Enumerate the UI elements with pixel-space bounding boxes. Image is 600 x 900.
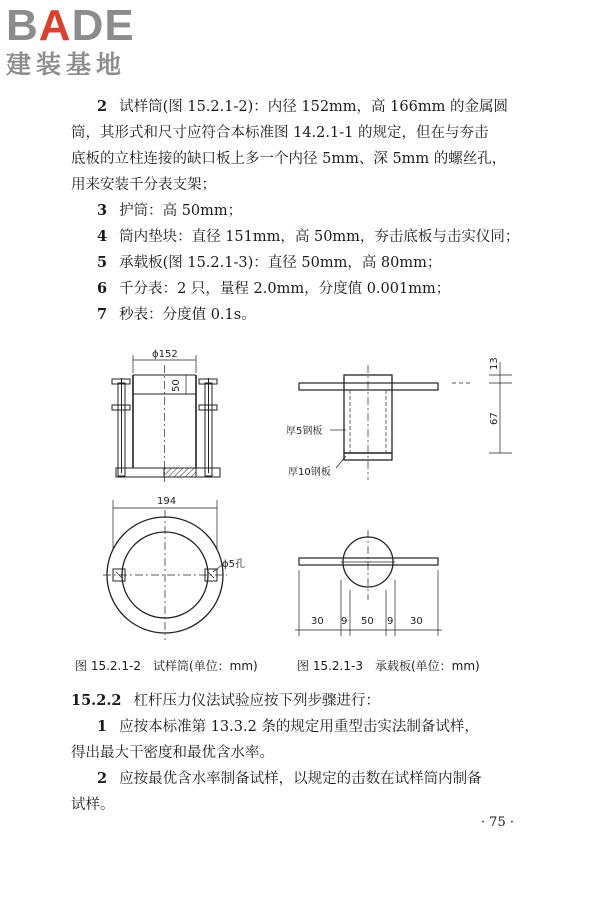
dim-67: 67: [489, 412, 500, 425]
step-2-cont: 试样。: [71, 797, 115, 813]
logo-brand: BADE: [6, 1, 135, 50]
dim-50: 50: [171, 379, 182, 392]
item-7: 7 秒表：分度值 0.1s。: [97, 306, 256, 323]
item-3: 3 护筒：高 50mm；: [97, 202, 243, 219]
dim-bottom-50: 50: [361, 616, 374, 627]
item-6: 6 千分表：2 只，量程 2.0mm，分度值 0.001mm；: [97, 280, 451, 297]
logo: [6, 1, 176, 90]
dim-phi152: ϕ152: [152, 349, 178, 360]
page-number: · 75 ·: [480, 815, 514, 830]
dim-bottom-9-right: 9: [387, 616, 394, 627]
item-5: 5 承载板(图 15.2.1-3)：直径 50mm，高 80mm；: [97, 254, 442, 271]
section-15-2-2: 15.2.2 杠杆压力仪法试验应按下列步骤进行：: [71, 692, 380, 709]
item-2-cont-2: 底板的立柱连接的缺口板上多一个内径 5mm、深 5mm 的螺丝孔，: [71, 151, 507, 167]
step-1: 1 应按本标准第 13.3.2 条的规定用重型击实法制备试样，: [97, 718, 479, 735]
item-2-cont-1: 筒，其形式和尺寸应符合本标准图 14.2.1-1 的规定，但在与夯击: [71, 125, 489, 141]
item-2: 2 试样筒(图 15.2.1-2)：内径 152mm，高 166mm 的金属圆: [97, 98, 508, 115]
bearing-plate-elevation: [299, 362, 512, 480]
caption-fig-15-2-1-2: 图 15.2.1-2 试样筒(单位：mm): [75, 659, 258, 673]
logo-subtitle: 建装基地: [6, 50, 127, 79]
sample-cylinder-plan: [103, 500, 227, 640]
dim-bottom-30-left: 30: [311, 616, 324, 627]
item-2-cont-3: 用来安装千分表支架；: [71, 177, 216, 193]
dim-bottom-30-right: 30: [410, 616, 423, 627]
technical-figures: [0, 335, 600, 655]
dim-13: 13: [489, 357, 500, 370]
label-plate-5mm: 厚5钢板: [286, 426, 323, 437]
label-phi5-hole: ϕ5孔: [222, 559, 245, 570]
step-1-cont: 得出最大干密度和最优含水率。: [71, 745, 274, 761]
sample-cylinder-elevation: [112, 355, 220, 482]
dim-194: 194: [157, 496, 177, 507]
label-plate-10mm: 厚10钢板: [288, 467, 331, 478]
step-2: 2 应按最优含水率制备试样，以规定的击数在试样筒内制备: [97, 770, 482, 787]
dim-bottom-9-left: 9: [341, 616, 348, 627]
item-4: 4 筒内垫块：直径 151mm，高 50mm，夯击底板与击实仪同；: [97, 228, 520, 245]
caption-fig-15-2-1-3: 图 15.2.1-3 承载板(单位：mm): [297, 659, 480, 673]
